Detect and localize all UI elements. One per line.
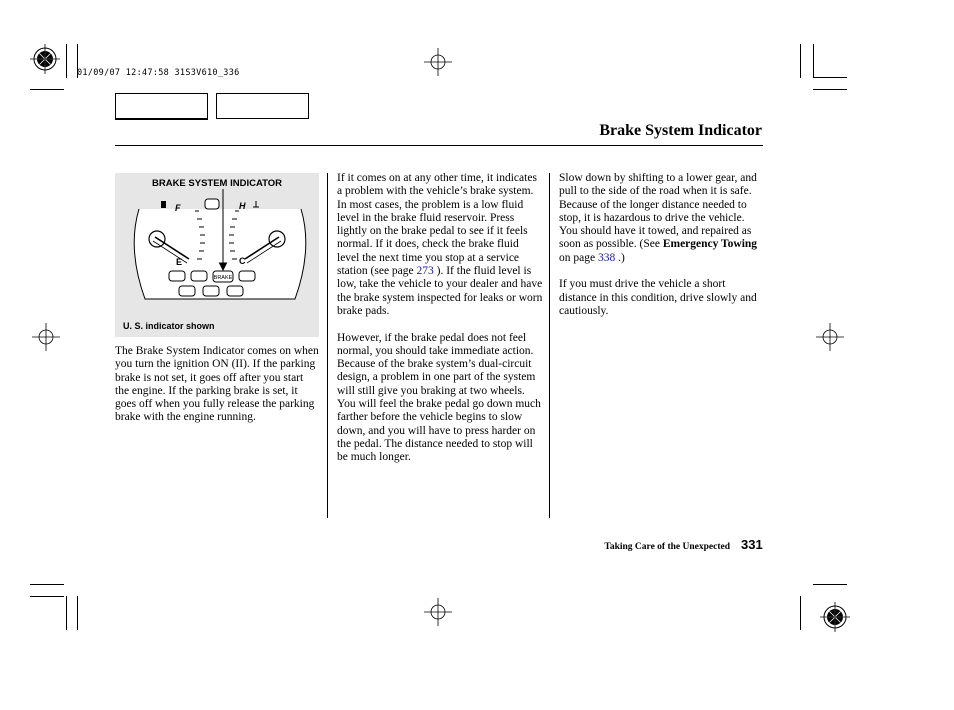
footer-chapter-label: Taking Care of the Unexpected [604, 542, 730, 552]
paragraph: However, if the brake pedal does not feel normal, you should take immediate action. Because of the brake system’s dual-circuit design, a problem in one part of the system will still give you braking at two wheels. You will feel the brake pedal go down much farther before the vehicle begins to slow down, and you will have to press harder on the pedal. The distance needed to stop will be much longer. [337, 331, 541, 464]
center-indicator-lamp [205, 199, 219, 209]
section-title: Brake System Indicator [599, 122, 762, 139]
indicator-lamp [191, 271, 207, 281]
crop-mark [800, 44, 801, 78]
fuel-empty-label: E [176, 257, 183, 267]
crop-mark [30, 596, 64, 597]
registration-target-bottom-right [820, 602, 850, 632]
indicator-lamp [169, 271, 185, 281]
crop-mark [813, 584, 847, 585]
indicator-lamp [227, 286, 243, 296]
crop-mark [30, 89, 64, 90]
crop-mark [66, 44, 67, 78]
crosshair-mark-top [424, 48, 452, 76]
text-column-2 [337, 172, 543, 465]
paragraph: If it comes on at any other time, it indicates a problem with the vehicle’s brake system. In most cases, the problem is a low fluid level in the brake fluid reservoir. Press lightly on the brake pedal to see if it feels normal. If it does, check the brake fluid level the next time you stop at a service station (see page 273 ). If the fluid level is low, take the vehicle to your dealer and have the brake system inspected for leaks or worn brake pads. [337, 172, 543, 317]
indicator-lamp [179, 286, 195, 296]
fuel-full-label: F [175, 203, 181, 213]
crosshair-mark-right [816, 323, 844, 351]
crop-mark [66, 596, 67, 630]
page-number: 331 [741, 537, 763, 552]
crosshair-mark-bottom [424, 598, 452, 626]
text-column-1 [115, 345, 319, 425]
crop-mark [813, 77, 847, 78]
column-rule [549, 173, 550, 518]
emergency-towing-ref: Emergency Towing [662, 238, 758, 251]
chapter-tab-1[interactable] [115, 93, 208, 120]
crop-mark [30, 584, 64, 585]
registration-target-top-left [30, 44, 60, 74]
crop-mark [800, 596, 801, 630]
brake-indicator-figure [115, 173, 319, 337]
crop-mark [813, 89, 847, 90]
indicator-lamp [203, 286, 219, 296]
title-rule [115, 145, 763, 146]
coolant-thermometer-icon [253, 201, 259, 207]
temp-hot-label: H [239, 201, 246, 211]
chapter-tab-2[interactable] [216, 93, 309, 119]
instrument-cluster-illustration [125, 189, 311, 321]
crop-mark [77, 596, 78, 630]
crop-mark [813, 44, 814, 78]
paragraph: Slow down by shifting to a lower gear, and pull to the side of the road when it is safe. Because of the longer distance needed to stop, it is hazardous to drive the vehicle. You should have it towed, and repaired as soon as possible. (See Emergency Towing on page 338 .) [559, 172, 758, 264]
crosshair-mark-left [32, 323, 60, 351]
page-link-338[interactable]: 338 [597, 251, 616, 264]
text-column-3 [559, 172, 765, 318]
paragraph: If you must drive the vehicle a short distance in this condition, drive slowly and cautiously. [559, 278, 757, 317]
page-link-273[interactable]: 273 [416, 265, 434, 278]
brake-lamp-label: BRAKE [213, 275, 233, 281]
indicator-lamp [239, 271, 255, 281]
figure-note: U. S. indicator shown [123, 321, 215, 331]
print-stamp: 01/09/07 12:47:58 31S3V610_336 [77, 68, 240, 78]
figure-caption: BRAKE SYSTEM INDICATOR [151, 178, 283, 189]
column-rule [327, 173, 328, 518]
paragraph: The Brake System Indicator comes on when you turn the ignition ON (II). If the parking brake is not set, it goes off after you start the engine. If the parking brake is set, it goes off when you fully release the parking brake with the engine running. [115, 345, 319, 424]
temp-cold-label: C [239, 256, 246, 266]
fuel-pump-icon [161, 201, 166, 208]
